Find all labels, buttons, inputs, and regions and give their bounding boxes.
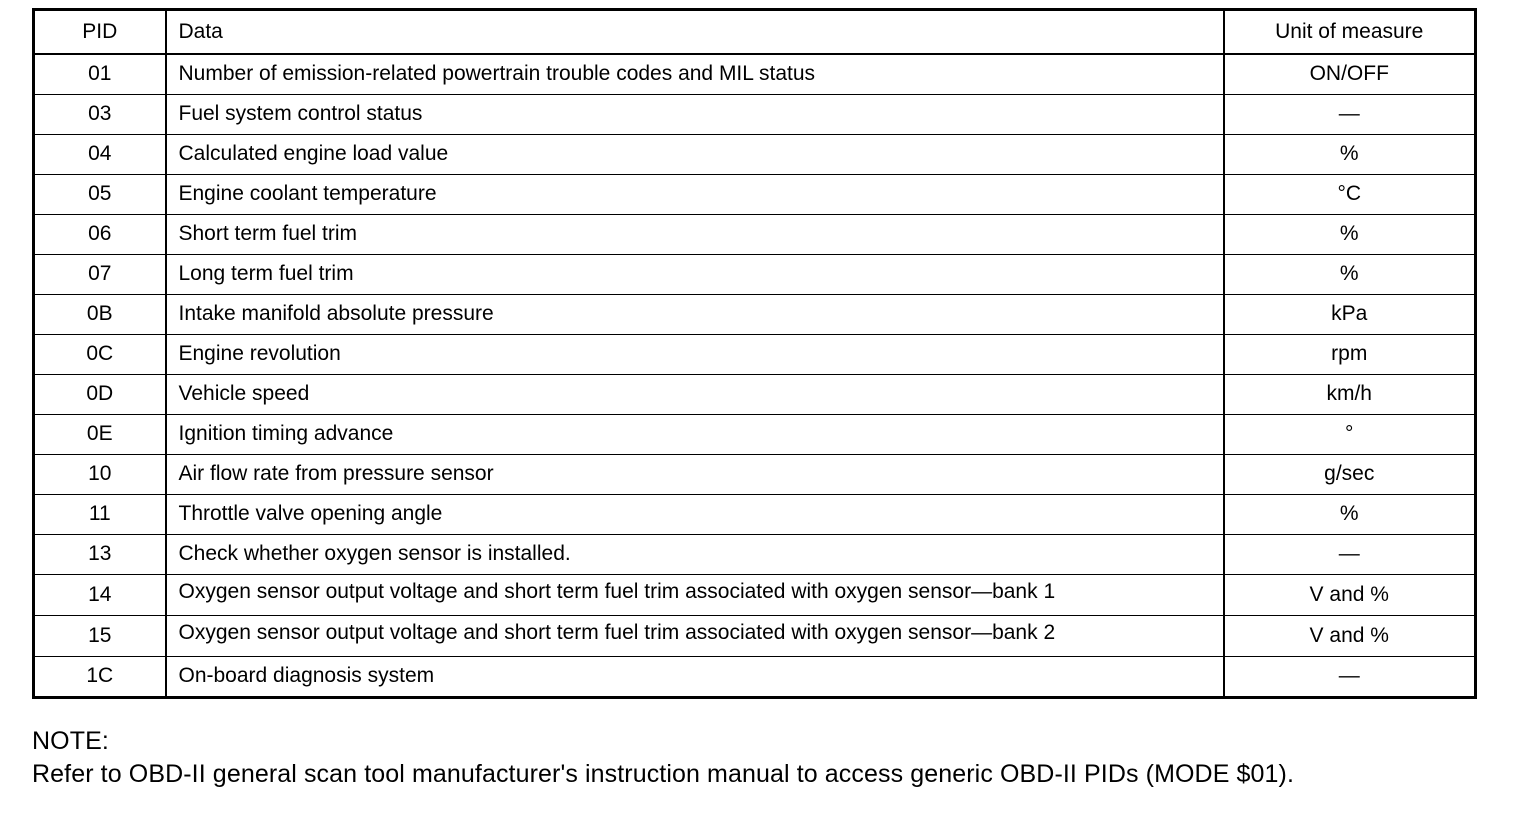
- cell-unit: %: [1224, 135, 1476, 175]
- cell-pid: 14: [34, 575, 166, 616]
- table-row: [34, 375, 1476, 415]
- table-row: [34, 175, 1476, 215]
- column-header-pid: PID: [34, 10, 166, 55]
- table-row: [34, 335, 1476, 375]
- table-header: [34, 10, 1476, 55]
- cell-pid: 11: [34, 495, 166, 535]
- table-row: [34, 575, 1476, 616]
- cell-pid: 10: [34, 455, 166, 495]
- table-row: [34, 415, 1476, 455]
- cell-data: Engine coolant temperature: [166, 175, 1224, 215]
- cell-data: Vehicle speed: [166, 375, 1224, 415]
- note-text: Refer to OBD-II general scan tool manufacturer's instruction manual to access generic OBD-II PIDs (MODE $01).: [32, 760, 1294, 788]
- table-row: [34, 215, 1476, 255]
- table-row: [34, 95, 1476, 135]
- cell-data: On-board diagnosis system: [166, 657, 1224, 698]
- pid-table: [32, 8, 1477, 699]
- cell-unit: °: [1224, 415, 1476, 455]
- cell-data: Calculated engine load value: [166, 135, 1224, 175]
- cell-pid: 05: [34, 175, 166, 215]
- cell-unit: %: [1224, 495, 1476, 535]
- table-row: [34, 54, 1476, 95]
- cell-data: Oxygen sensor output voltage and short term fuel trim associated with oxygen sensor—bank 1: [166, 575, 1224, 616]
- cell-unit: —: [1224, 535, 1476, 575]
- cell-unit: km/h: [1224, 375, 1476, 415]
- table-header-row: [34, 10, 1476, 55]
- cell-data: Throttle valve opening angle: [166, 495, 1224, 535]
- table-row: [34, 657, 1476, 698]
- cell-pid: 01: [34, 54, 166, 95]
- cell-pid: 0D: [34, 375, 166, 415]
- cell-unit: —: [1224, 95, 1476, 135]
- cell-unit: %: [1224, 215, 1476, 255]
- cell-pid: 07: [34, 255, 166, 295]
- cell-pid: 06: [34, 215, 166, 255]
- column-header-data: Data: [166, 10, 1224, 55]
- cell-data: Ignition timing advance: [166, 415, 1224, 455]
- table-row: [34, 495, 1476, 535]
- note-block: [32, 725, 1480, 791]
- cell-unit: ON/OFF: [1224, 54, 1476, 95]
- cell-pid: 0B: [34, 295, 166, 335]
- table-row: [34, 255, 1476, 295]
- cell-pid: 04: [34, 135, 166, 175]
- cell-pid: 0C: [34, 335, 166, 375]
- cell-pid: 1C: [34, 657, 166, 698]
- table-row: [34, 295, 1476, 335]
- note-label: NOTE:: [32, 727, 109, 755]
- table-body: [34, 54, 1476, 698]
- cell-data: Number of emission-related powertrain trouble codes and MIL status: [166, 54, 1224, 95]
- table-row: [34, 455, 1476, 495]
- cell-data: Long term fuel trim: [166, 255, 1224, 295]
- column-header-unit: Unit of measure: [1224, 10, 1476, 55]
- cell-pid: 0E: [34, 415, 166, 455]
- cell-unit: kPa: [1224, 295, 1476, 335]
- table-row: [34, 616, 1476, 657]
- cell-pid: 13: [34, 535, 166, 575]
- cell-pid: 03: [34, 95, 166, 135]
- cell-data: Air flow rate from pressure sensor: [166, 455, 1224, 495]
- cell-unit: rpm: [1224, 335, 1476, 375]
- cell-data: Short term fuel trim: [166, 215, 1224, 255]
- cell-unit: °C: [1224, 175, 1476, 215]
- cell-pid: 15: [34, 616, 166, 657]
- cell-data: Check whether oxygen sensor is installed.: [166, 535, 1224, 575]
- table-row: [34, 535, 1476, 575]
- cell-unit: g/sec: [1224, 455, 1476, 495]
- table-row: [34, 135, 1476, 175]
- cell-data: Oxygen sensor output voltage and short term fuel trim associated with oxygen sensor—bank 2: [166, 616, 1224, 657]
- cell-data: Fuel system control status: [166, 95, 1224, 135]
- cell-unit: V and %: [1224, 575, 1476, 616]
- cell-unit: %: [1224, 255, 1476, 295]
- cell-unit: —: [1224, 657, 1476, 698]
- cell-data: Intake manifold absolute pressure: [166, 295, 1224, 335]
- cell-unit: V and %: [1224, 616, 1476, 657]
- cell-data: Engine revolution: [166, 335, 1224, 375]
